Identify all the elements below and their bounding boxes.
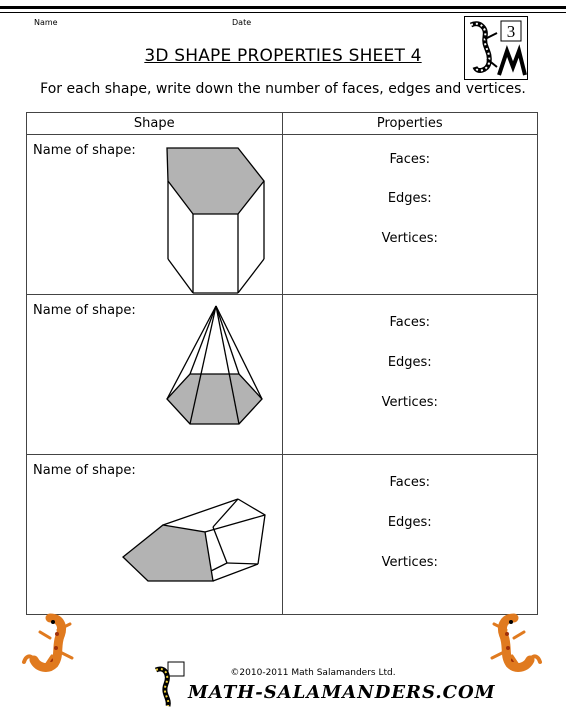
faces-label: Faces: — [389, 315, 431, 330]
column-header-shape: Shape — [27, 113, 283, 135]
vertices-label: Vertices: — [381, 395, 438, 410]
table-row — [27, 455, 538, 615]
properties-cell — [282, 135, 538, 295]
edges-label: Edges: — [387, 515, 432, 530]
salamander-left-icon — [20, 612, 82, 674]
edges-label: Edges: — [387, 355, 432, 370]
logo-number: 3 — [506, 22, 516, 41]
shape-cell — [27, 135, 283, 295]
faces-label: Faces: — [389, 475, 431, 490]
instruction-text: For each shape, write down the number of faces, edges and vertices. — [40, 81, 526, 97]
shape-properties-table — [26, 112, 538, 615]
name-of-shape-label: Name of shape: — [33, 463, 136, 478]
vertices-label: Vertices: — [381, 231, 438, 246]
hexagonal-pyramid-icon — [27, 295, 282, 454]
hexagonal-prism-icon — [27, 135, 282, 294]
table-row — [27, 135, 538, 295]
top-rule-thick — [0, 6, 566, 9]
footer-copyright: ©2010-2011 Math Salamanders Ltd. — [230, 668, 396, 678]
shape-cell — [27, 455, 283, 615]
table-row — [27, 295, 538, 455]
top-rule-thin — [0, 12, 566, 13]
edges-label: Edges: — [387, 191, 432, 206]
page-title: 3D SHAPE PROPERTIES SHEET 4 — [144, 46, 422, 66]
name-label: Name — [34, 18, 58, 27]
faces-label: Faces: — [389, 152, 431, 167]
shape-cell — [27, 295, 283, 455]
salamander-right-icon — [484, 612, 546, 674]
properties-cell — [282, 295, 538, 455]
date-label: Date — [232, 18, 252, 27]
footer-brand: MATH-SALAMANDERS.COM — [188, 682, 496, 703]
vertices-label: Vertices: — [381, 555, 438, 570]
name-of-shape-label: Name of shape: — [33, 143, 136, 158]
pentagonal-prism-icon — [27, 455, 282, 614]
name-of-shape-label: Name of shape: — [33, 303, 136, 318]
column-header-properties: Properties — [282, 113, 538, 135]
properties-cell — [282, 455, 538, 615]
